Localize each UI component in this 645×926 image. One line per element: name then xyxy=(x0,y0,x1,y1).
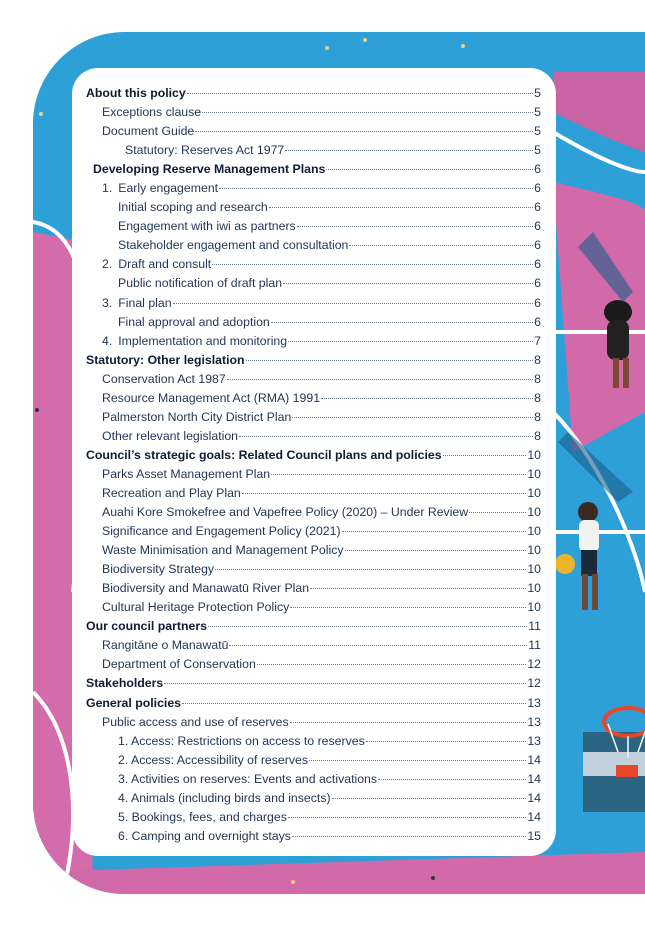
toc-page-number: 14 xyxy=(527,790,541,805)
toc-entry[interactable] xyxy=(86,389,541,408)
toc-entry[interactable] xyxy=(86,541,541,560)
toc-page-number: 6 xyxy=(534,162,541,177)
toc-entry-title: Final approval and adoption xyxy=(118,314,270,329)
toc-entry[interactable] xyxy=(86,446,541,465)
toc-entry[interactable] xyxy=(86,332,541,351)
toc-entry-title: Cultural Heritage Protection Policy xyxy=(102,600,290,615)
toc-entry-title: Draft and consult xyxy=(118,257,212,272)
toc-page-number: 12 xyxy=(527,657,541,672)
toc-page-number: 6 xyxy=(534,295,541,310)
toc-entry[interactable] xyxy=(86,732,541,751)
toc-page-number: 6 xyxy=(534,181,541,196)
toc-leader-dots xyxy=(290,606,526,608)
toc-entry[interactable] xyxy=(86,236,541,255)
toc-entry-title: Stakeholders xyxy=(86,676,164,691)
toc-page-number: 6 xyxy=(534,200,541,215)
toc-page-number: 10 xyxy=(527,524,541,539)
toc-leader-dots xyxy=(469,511,526,513)
toc-leader-dots xyxy=(187,92,533,94)
toc-entry-title: 2. Access: Accessibility of reserves xyxy=(118,752,308,767)
toc-leader-dots xyxy=(164,682,526,684)
toc-entry-title: Palmerston North City District Plan xyxy=(102,409,292,424)
toc-leader-dots xyxy=(297,225,533,227)
toc-page-number: 5 xyxy=(534,124,541,139)
toc-page-number: 6 xyxy=(534,257,541,272)
toc-entry-title: Auahi Kore Smokefree and Vapefree Policy (2020) – Under Review xyxy=(102,505,469,520)
toc-entry-title: Our council partners xyxy=(86,619,207,634)
toc-page-number: 14 xyxy=(527,809,541,824)
toc-entry[interactable] xyxy=(86,217,541,236)
toc-page-number: 5 xyxy=(534,86,541,100)
toc-entry-title: Other relevant legislation xyxy=(102,428,239,443)
toc-entry-title: Biodiversity and Manawatū River Plan xyxy=(102,581,310,596)
toc-entry-title: Department of Conservation xyxy=(102,657,256,672)
toc-entry-title: 4. Animals (including birds and insects) xyxy=(118,790,331,805)
toc-entry[interactable] xyxy=(86,198,541,217)
toc-entry-title: Early engagement xyxy=(118,181,219,196)
toc-leader-dots xyxy=(257,663,527,665)
toc-entry-title: About this policy xyxy=(86,86,186,100)
toc-entry-title: Waste Minimisation and Management Policy xyxy=(102,543,344,558)
toc-leader-dots xyxy=(366,740,527,742)
toc-entry-title: Exceptions clause xyxy=(102,105,202,120)
toc-page-number: 6 xyxy=(534,314,541,329)
toc-leader-dots xyxy=(215,568,526,570)
toc-page-number: 14 xyxy=(527,752,541,767)
toc-entry[interactable] xyxy=(86,789,541,808)
toc-entry[interactable] xyxy=(86,694,541,713)
toc-leader-dots xyxy=(227,378,533,380)
toc-entry-title: Council’s strategic goals: Related Council plans and policies xyxy=(86,447,442,462)
toc-leader-dots xyxy=(378,778,526,780)
toc-leader-dots xyxy=(229,644,527,646)
toc-entry[interactable] xyxy=(86,103,541,122)
toc-page-number: 11 xyxy=(528,619,541,634)
toc-entry[interactable] xyxy=(86,522,541,541)
toc-page-number: 10 xyxy=(527,466,541,481)
toc-entry-title: Engagement with iwi as partners xyxy=(118,219,296,234)
toc-entry[interactable] xyxy=(86,770,541,789)
toc-entry[interactable] xyxy=(86,655,541,674)
toc-leader-dots xyxy=(208,625,527,627)
toc-entry[interactable] xyxy=(86,370,541,389)
toc-leader-dots xyxy=(342,530,527,532)
toc-leader-dots xyxy=(288,816,526,818)
toc-entry-title: Public notification of draft plan xyxy=(118,276,283,291)
toc-leader-dots xyxy=(285,149,533,151)
toc-entry[interactable] xyxy=(86,141,541,160)
toc-entry[interactable] xyxy=(86,255,541,274)
toc-page-number: 15 xyxy=(527,828,541,843)
toc-page-number: 6 xyxy=(534,276,541,291)
toc-page-number: 13 xyxy=(527,714,541,729)
toc-page-number: 10 xyxy=(527,543,541,558)
toc-leader-dots xyxy=(310,587,526,589)
toc-page-number: 14 xyxy=(527,771,541,786)
toc-entry-title: Biodiversity Strategy xyxy=(102,562,215,577)
toc-leader-dots xyxy=(212,263,533,265)
toc-entry-title: Implementation and monitoring xyxy=(118,333,288,348)
toc-entry-title: 3. Activities on reserves: Events and activations xyxy=(118,771,378,786)
toc-leader-dots xyxy=(269,206,533,208)
toc-entry[interactable] xyxy=(86,617,541,636)
toc-entry[interactable] xyxy=(86,503,541,522)
toc-entry[interactable] xyxy=(86,674,541,693)
toc-entry-title: 1. Access: Restrictions on access to reserves xyxy=(118,733,365,748)
toc-page-number: 8 xyxy=(534,409,541,424)
toc-page-number: 10 xyxy=(527,600,541,615)
toc-entry[interactable] xyxy=(86,808,541,827)
toc-leader-dots xyxy=(332,797,527,799)
toc-entry-title: General policies xyxy=(86,695,182,710)
toc-entry[interactable] xyxy=(86,160,541,179)
toc-entry[interactable] xyxy=(86,351,541,370)
toc-entry[interactable] xyxy=(86,294,541,313)
toc-leader-dots xyxy=(195,130,533,132)
toc-leader-dots xyxy=(283,282,533,284)
toc-leader-dots xyxy=(292,835,526,837)
toc-leader-dots xyxy=(219,187,533,189)
toc-entry[interactable] xyxy=(86,636,541,655)
toc-page-number: 6 xyxy=(534,238,541,253)
toc-entry[interactable] xyxy=(86,465,541,484)
toc-entry-title: Recreation and Play Plan xyxy=(102,485,241,500)
toc-entry-title: Public access and use of reserves xyxy=(102,714,289,729)
toc-entry[interactable] xyxy=(86,827,541,846)
toc-page-number: 13 xyxy=(527,695,541,710)
toc-leader-dots xyxy=(321,397,533,399)
toc-entry-title: Stakeholder engagement and consultation xyxy=(118,238,349,253)
toc-entry-number: 3. xyxy=(102,295,113,310)
toc-page-number: 5 xyxy=(534,105,541,120)
toc-entry[interactable] xyxy=(86,560,541,579)
toc-page-number: 11 xyxy=(528,638,541,653)
toc-page-number: 10 xyxy=(527,581,541,596)
toc-entry[interactable] xyxy=(86,313,541,332)
toc-leader-dots xyxy=(173,302,534,304)
toc-page-number: 10 xyxy=(527,562,541,577)
toc-page-number: 8 xyxy=(534,390,541,405)
toc-leader-dots xyxy=(202,111,533,113)
toc-leader-dots xyxy=(326,168,533,170)
toc-entry[interactable] xyxy=(86,179,541,198)
toc-entry-number: 4. xyxy=(102,333,113,348)
toc-page-number: 8 xyxy=(534,352,541,367)
toc-entry-number: 2. xyxy=(102,257,113,272)
toc-page-number: 10 xyxy=(527,485,541,500)
toc-page-number: 6 xyxy=(534,219,541,234)
toc-leader-dots xyxy=(239,435,533,437)
toc-leader-dots xyxy=(349,244,533,246)
toc-entry[interactable] xyxy=(86,84,541,103)
toc-page-number: 12 xyxy=(527,676,541,691)
toc-entry-title: Conservation Act 1987 xyxy=(102,371,226,386)
toc-entry-title: Statutory: Other legislation xyxy=(86,352,245,367)
toc-page-number: 5 xyxy=(534,143,541,158)
toc-entry-title: Significance and Engagement Policy (2021) xyxy=(102,524,341,539)
toc-page-number: 13 xyxy=(527,733,541,748)
toc-entry[interactable] xyxy=(86,408,541,427)
toc-entry-title: Final plan xyxy=(118,295,172,310)
toc-entry-number: 1. xyxy=(102,181,113,196)
toc-entry-title: 6. Camping and overnight stays xyxy=(118,828,291,843)
toc-entry-title: Initial scoping and research xyxy=(118,200,268,215)
toc-entry-title: Statutory: Reserves Act 1977 xyxy=(125,143,285,158)
toc-leader-dots xyxy=(288,340,533,342)
toc-leader-dots xyxy=(271,473,526,475)
toc-page-number: 8 xyxy=(534,428,541,443)
toc-entry-title: Document Guide xyxy=(102,124,195,139)
toc-leader-dots xyxy=(292,416,533,418)
toc-page-number: 10 xyxy=(527,505,541,520)
toc-leader-dots xyxy=(345,549,527,551)
toc-entry-title: Resource Management Act (RMA) 1991 xyxy=(102,390,321,405)
toc-entry[interactable] xyxy=(86,427,541,446)
toc-entry-title: 5. Bookings, fees, and charges xyxy=(118,809,287,824)
toc-leader-dots xyxy=(246,359,534,361)
toc-leader-dots xyxy=(443,454,527,456)
toc-page-number: 7 xyxy=(534,333,541,348)
toc-entry[interactable] xyxy=(86,274,541,293)
toc-entry[interactable] xyxy=(86,598,541,617)
toc-page-number: 8 xyxy=(534,371,541,386)
toc-leader-dots xyxy=(271,321,533,323)
toc-entry[interactable] xyxy=(86,713,541,732)
toc-entry-title: Parks Asset Management Plan xyxy=(102,466,271,481)
toc-leader-dots xyxy=(182,702,526,704)
toc-entry-title: Rangitāne o Manawatū xyxy=(102,638,229,653)
toc-entry[interactable] xyxy=(86,751,541,770)
toc-leader-dots xyxy=(309,759,526,761)
toc-leader-dots xyxy=(242,492,527,494)
toc-entry-title: Developing Reserve Management Plans xyxy=(93,162,326,177)
toc-page-number: 10 xyxy=(527,447,541,462)
table-of-contents xyxy=(86,84,541,846)
toc-entry[interactable] xyxy=(86,484,541,503)
toc-entry[interactable] xyxy=(86,122,541,141)
toc-entry[interactable] xyxy=(86,579,541,598)
toc-leader-dots xyxy=(290,721,527,723)
